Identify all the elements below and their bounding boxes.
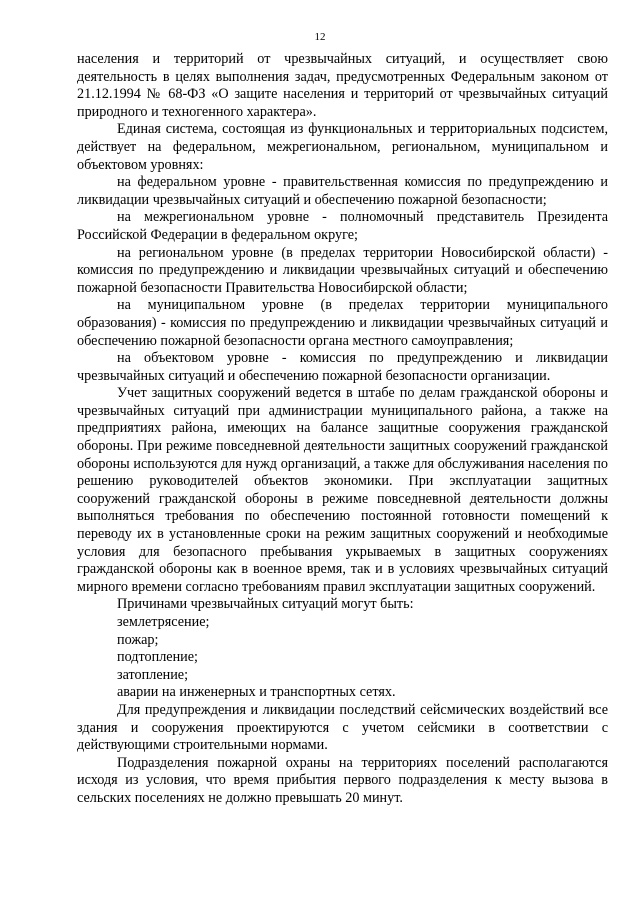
page-number: 12 <box>314 31 326 43</box>
list-item: затопление; <box>117 666 189 683</box>
paragraph-municipal-level: на муниципальном уровне (в пределах территории муниципального образования) - комиссия по предупреждению и ликвидации чрезвычайных ситуаций и обеспечению пожарной безопасности органа местного самоуправления; <box>77 297 608 349</box>
paragraph-causes-intro: Причинами чрезвычайных ситуаций могут быть: <box>117 596 414 613</box>
list-item: аварии на инженерных и транспортных сетях. <box>117 684 396 701</box>
paragraph-shelters: Учет защитных сооружений ведется в штабе по делам гражданской обороны и чрезвычайных ситуаций при администрации муниципального района, а также на предприятиях района, имеющих на балансе защитные сооружения гражданской обороны. При режиме повседневной деятельности защитных сооружений гражданской обороны используются для нужд организаций, а также для обслуживания населения по решению руководителей объектов экономики. При эксплуатации защитных сооружений гражданской обороны в режиме повседневной деятельности должны выполняться требования по обеспечению постоянной готовности помещений к переводу их в установленные сроки на режим защитных сооружений и необходимые условия для безопасного пребывания укрываемых в защитных сооружениях гражданской обороны как в военное время, так и в условиях чрезвычайных ситуаций мирного времени согласно требованиям правил эксплуатации защитных сооружений. <box>77 385 608 595</box>
list-item: подтопление; <box>117 649 198 666</box>
list-item: пожар; <box>117 631 159 648</box>
paragraph-seismic: Для предупреждения и ликвидации последствий сейсмических воздействий все здания и сооружения проектируются с учетом сейсмики в соответствии с действующими строительными нормами. <box>77 701 608 754</box>
document-body <box>77 51 608 808</box>
paragraph-federal-level: на федеральном уровне - правительственная комиссия по предупреждению и ликвидации чрезвычайных ситуаций и обеспечению пожарной безопасности; <box>77 174 608 208</box>
list-item: землетрясение; <box>117 614 210 630</box>
paragraph-unified-system: Единая система, состоящая из функциональных и территориальных подсистем, действует на федеральном, межрегиональном, региональном, муниципальном и объектовом уровнях: <box>77 121 608 173</box>
paragraph-regional-level: на региональном уровне (в пределах территории Новосибирской области) - комиссия по предупреждению и ликвидации чрезвычайных ситуаций и обеспечению пожарной безопасности Правительства Новосибирской области; <box>77 244 608 296</box>
paragraph-continuation: населения и территорий от чрезвычайных ситуаций, и осуществляет свою деятельность в целях выполнения задач, предусмотренных Федеральным законом от 21.12.1994 № 68-ФЗ «О защите населения и территорий от чрезвычайных ситуаций природного и техногенного характера». <box>77 51 608 120</box>
paragraph-interregional-level: на межрегиональном уровне - полномочный представитель Президента Российской Федерации в федеральном округе; <box>77 209 608 243</box>
paragraph-object-level: на объектовом уровне - комиссия по предупреждению и ликвидации чрезвычайных ситуаций и обеспечению пожарной безопасности организации. <box>77 350 608 384</box>
paragraph-fire-protection: Подразделения пожарной охраны на территориях поселений располагаются исходя из условия, что время прибытия первого подразделения к месту вызова в сельских поселениях не должно превышать 20 минут. <box>77 754 608 806</box>
